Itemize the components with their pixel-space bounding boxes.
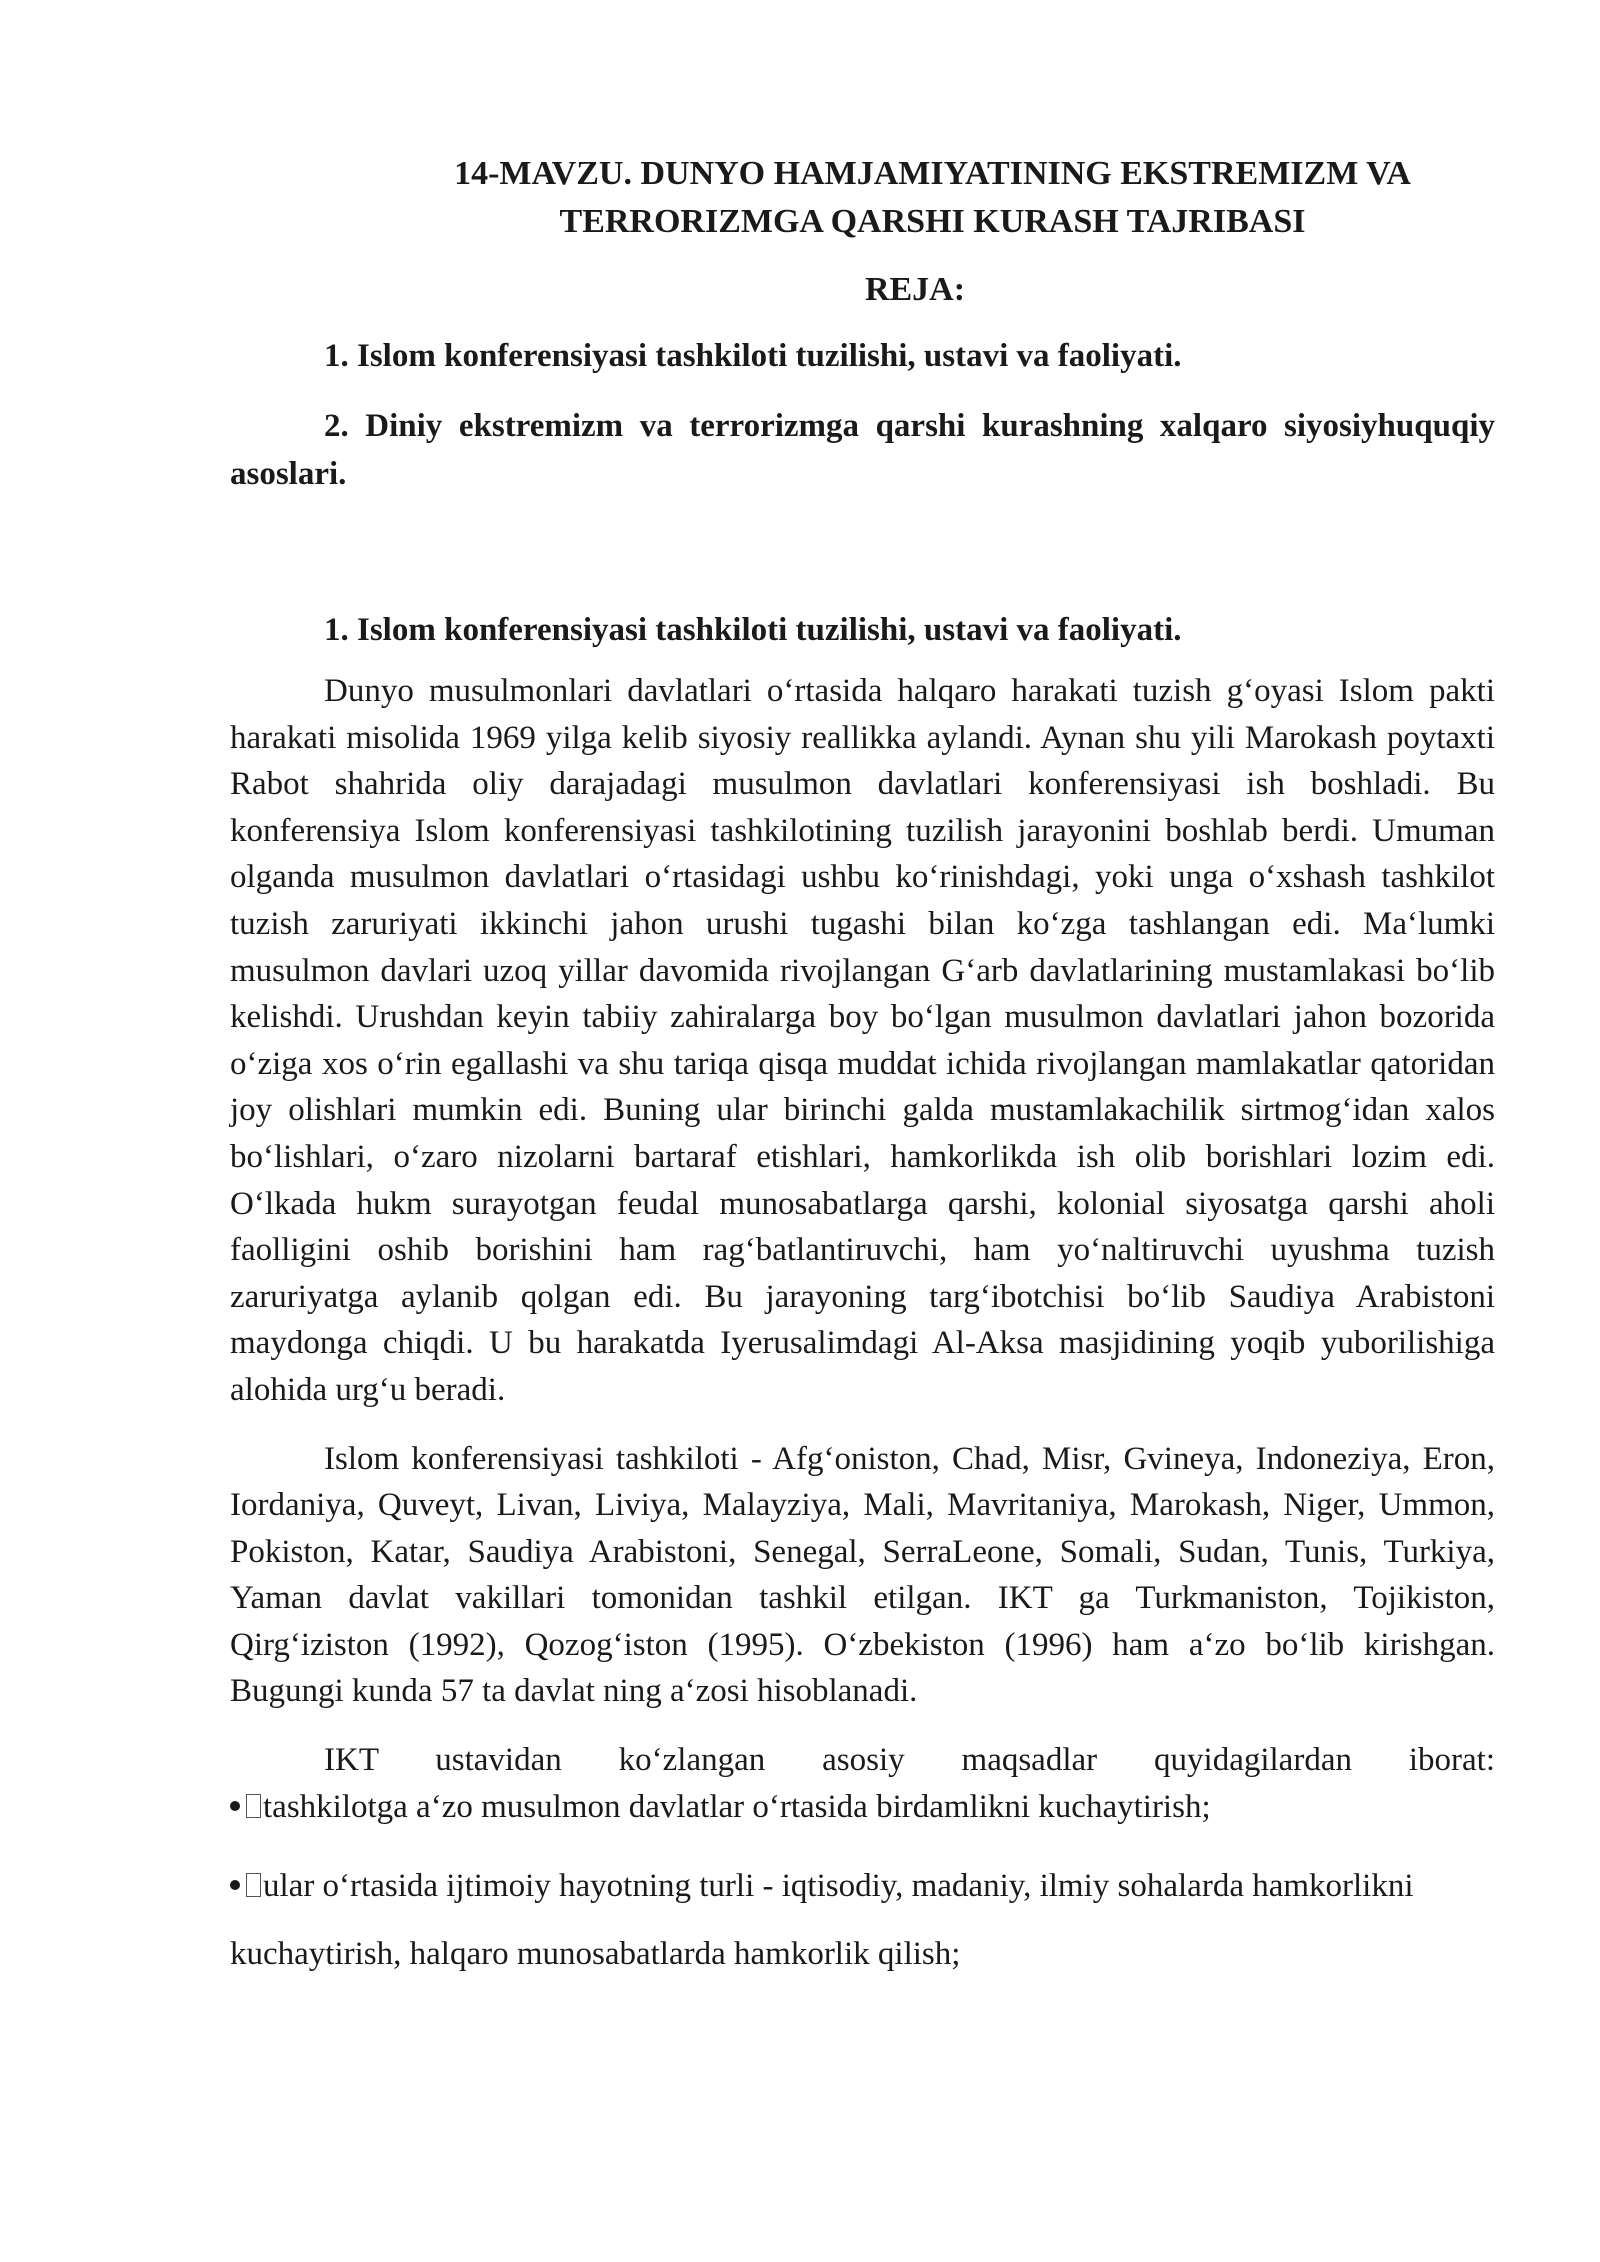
plan-heading: REJA: bbox=[864, 271, 966, 308]
paragraph-3: IKT ustavidan ko‘zlangan asosiy maqsadlar quyidagilardan iborat: bbox=[324, 1742, 1495, 1779]
bullet-item-2 bbox=[230, 1852, 1495, 1988]
bullet-text-2: ular o‘rtasida ijtimoiy hayotning turli - iqtisodiy, madaniy, ilmiy sohalarda hamkorlikni kuchaytirish, halqaro munosabatlarda hamkorlik qilish; bbox=[230, 1867, 1414, 1972]
missing-glyph-icon bbox=[246, 1873, 261, 1897]
section-heading: 1. Islom konferensiyasi tashkiloti tuzilishi, ustavi va faoliyati. bbox=[324, 612, 1182, 648]
bullet-item-1 bbox=[230, 1784, 1495, 1830]
document-page bbox=[230, 150, 1495, 1988]
bullet-text-1: tashkilotga a‘zo musulmon davlatlar o‘rtasida birdamlikni kuchaytirish; bbox=[263, 1788, 1211, 1825]
paragraph-1: Dunyo musulmonlari davlatlari o‘rtasida halqaro harakati tuzish g‘oyasi Islom pakti harakati misolida 1969 yilga kelib siyosiy reallikka aylandi. Aynan shu yili Marokash poytaxti Rabot shahrida oliy darajadagi musulmon davlatlari konferensiyasi ish boshladi. Bu konferensiya Islom konferensiyasi tashkilotining tuzilish jarayonini boshlab berdi. Umuman olganda musulmon davlatlari o‘rtasidagi ushbu ko‘rinishdagi, yoki unga o‘xshash tashkilot tuzish zaruriyati ikkinchi jahon urushi tugashi bilan ko‘zga tashlangan edi. Ma‘lumki musulmon davlari uzoq yillar davomida rivojlangan G‘arb davlatlarining mustamlakasi bo‘lib kelishdi. Urushdan keyin tabiiy zahiralarga boy bo‘lgan musulmon davlatlari jahon bozorida o‘ziga xos o‘rin egallashi va shu tariqa qisqa muddat ichida rivojlangan mamlakatlar qatoridan joy olishlari mumkin edi. Buning ular birinchi galda mustamlakachilik sirtmog‘idan xalos bo‘lishlari, o‘zaro nizolarni bartaraf etishlari, hamkorlikda ish olib borishlari lozim edi. O‘lkada hukm surayotgan feudal munosabatlarga qarshi, kolonial siyosatga qarshi aholi faolligini oshib borishini ham rag‘batlantiruvchi, ham yo‘naltiruvchi uyushma tuzish zaruriyatga aylanib qolgan edi. Bu jarayoning targ‘ibotchisi bo‘lib Saudiya Arabistoni maydonga chiqdi. U bu harakatda Iyerusalimdagi Al-Aksa masjidining yoqib yuborilishiga alohida urg‘u beradi. bbox=[230, 673, 1495, 1408]
plan-item-1: 1. Islom konferensiyasi tashkiloti tuzilishi, ustavi va faoliyati. bbox=[324, 338, 1182, 374]
title-line-2: TERRORIZMGA QARSHI KURASH TAJRIBASI bbox=[559, 203, 1306, 240]
bullet-dot-icon bbox=[230, 1880, 240, 1890]
plan-item-2: 2. Diniy ekstremizm va terrorizmga qarshi kurashning xalqaro siyosiyhuquqiy asoslari. bbox=[230, 408, 1495, 492]
paragraph-2: Islom konferensiyasi tashkiloti - Afg‘oniston, Chad, Misr, Gvineya, Indoneziya, Eron, Iordaniya, Quveyt, Livan, Liviya, Malayziya, Mali, Mavritaniya, Marokash, Niger, Ummon, Pokiston, Katar, Saudiya Arabistoni, Senegal, SerraLeone, Somali, Sudan, Tunis, Turkiya, Yaman davlat vakillari tomonidan tashkil etilgan. IKT ga Turkmaniston, Tojikiston, Qirg‘iziston (1992), Qozog‘iston (1995). O‘zbekiston (1996) ham a‘zo bo‘lib kirishgan. Bugungi kunda 57 ta davlat ning a‘zosi hisoblanadi. bbox=[230, 1440, 1495, 1710]
missing-glyph-icon bbox=[246, 1794, 261, 1818]
title-line-1: 14-MAVZU. DUNYO HAMJAMIYATINING EKSTREMIZM VA bbox=[454, 155, 1411, 192]
document-title bbox=[370, 150, 1495, 246]
bullet-dot-icon bbox=[230, 1801, 240, 1811]
